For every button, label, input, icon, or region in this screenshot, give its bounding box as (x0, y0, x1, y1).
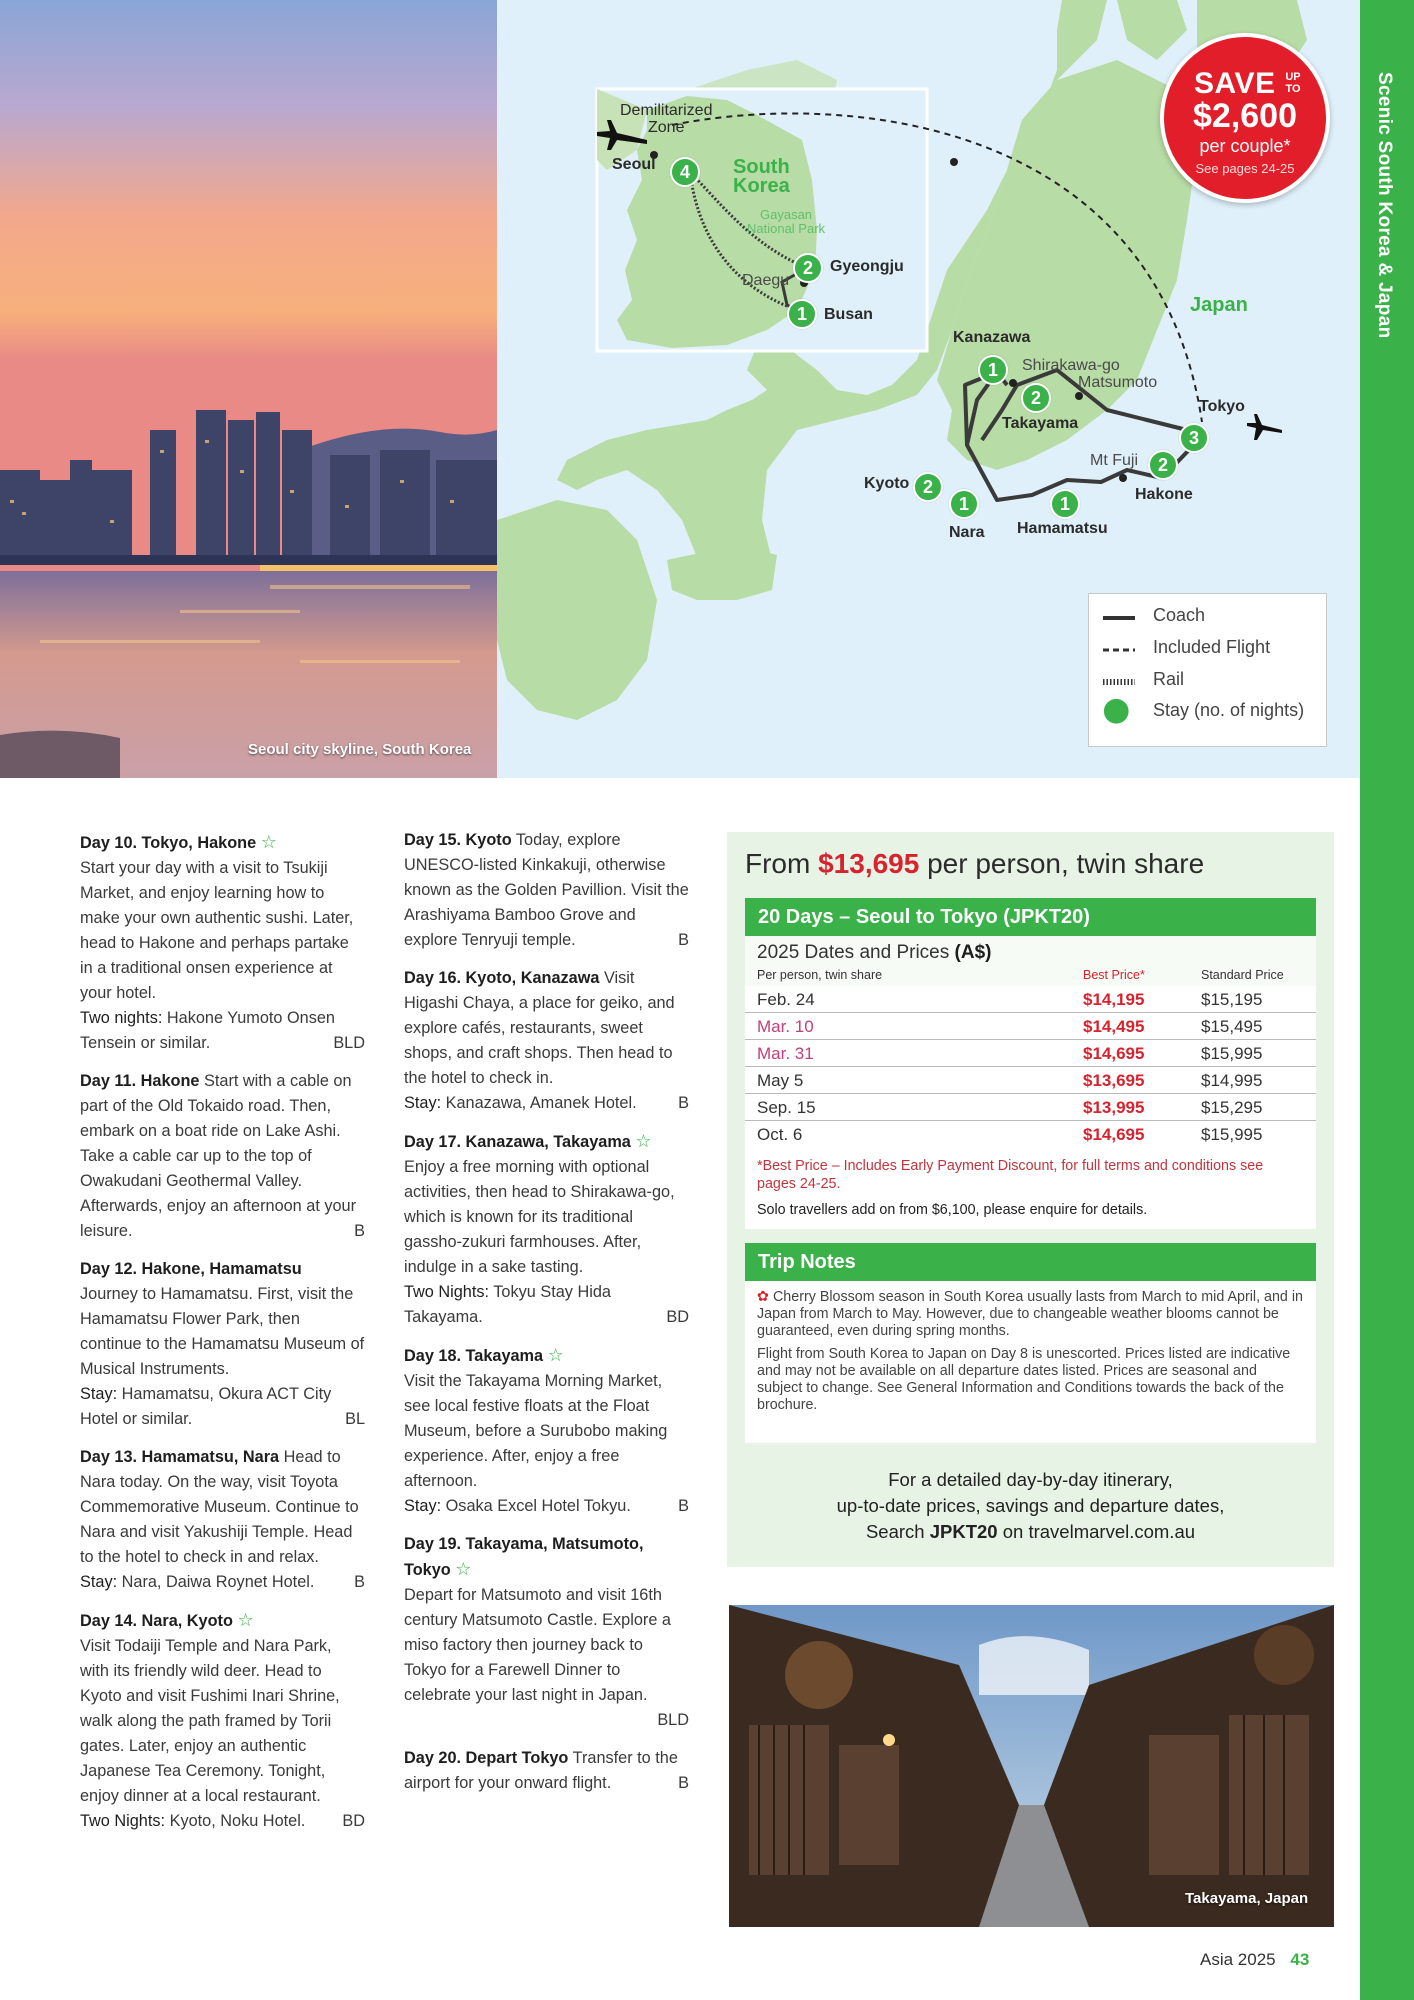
meal-code: B (678, 931, 689, 949)
standard-price: $15,495 (1201, 1017, 1263, 1036)
from-price-headline (745, 848, 1204, 880)
stay-marker-takayama: 2 (1021, 383, 1051, 413)
legend-coach-label: Coach (1153, 605, 1206, 625)
col-header-best-price: Best Price* (1083, 968, 1145, 982)
from-prefix: From (745, 848, 811, 879)
star-icon: ☆ (635, 1131, 652, 1151)
save-per-couple: per couple* (1199, 136, 1291, 156)
map-legend (1088, 593, 1327, 747)
day-text: Start your day with a visit to Tsukiji Market, and enjoy learning how to make your own authentic sushi. Later, head to Hakone and perhaps partake in a traditional onsen experience at your hotel. (80, 859, 354, 1002)
standard-price: $14,995 (1201, 1071, 1263, 1090)
map-label-seoul: Seoul (612, 156, 656, 173)
save-badge (1160, 33, 1330, 203)
from-amount: $13,695 (818, 848, 920, 879)
best-price: $14,195 (1083, 990, 1145, 1009)
itinerary-day-18 (404, 1343, 689, 1519)
meal-code: B (678, 1497, 689, 1515)
flight-dash-icon (1103, 640, 1137, 660)
itinerary-day-17 (404, 1129, 689, 1330)
standard-price: $15,995 (1201, 1125, 1263, 1144)
day-title: Day 18. Takayama (404, 1347, 544, 1365)
itinerary-column-2 (404, 828, 689, 1809)
itinerary-day-11 (80, 1069, 365, 1244)
dates-row (745, 1013, 1316, 1040)
map-label-hamamatsu: Hamamatsu (1017, 520, 1108, 537)
map-label-hakone: Hakone (1135, 486, 1193, 503)
stay-label: Stay: (404, 1497, 442, 1515)
day-title: Day 16. Kyoto, Kanazawa (404, 969, 600, 987)
save-amount: $2,600 (1193, 97, 1297, 135)
legend-flight-label: Included Flight (1153, 637, 1271, 657)
map-label-kyoto: Kyoto (864, 475, 910, 492)
itinerary-day-16 (404, 966, 689, 1116)
map-label-matsumoto: Matsumoto (1078, 374, 1158, 391)
meal-code: B (678, 1094, 689, 1112)
dates-title-text: 2025 Dates and Prices (757, 942, 950, 963)
meal-code: B (678, 1774, 689, 1792)
itinerary-day-15 (404, 828, 689, 953)
dates-row (745, 986, 1316, 1013)
day-title: Day 17. Kanazawa, Takayama (404, 1133, 631, 1151)
star-icon: ☆ (237, 1610, 254, 1630)
day-text: Journey to Hamamatsu. First, visit the Hamamatsu Flower Park, then continue to the Hamamatsu Museum of Musical Instruments. (80, 1285, 365, 1378)
map-label-kanazawa: Kanazawa (953, 329, 1031, 346)
itinerary-day-20 (404, 1746, 689, 1796)
stay-marker-nara: 1 (949, 489, 979, 519)
day-title: Day 19. Takayama, Matsumoto, Tokyo (404, 1535, 644, 1579)
dates-title (757, 942, 991, 964)
day-text: Head to Nara today. On the way, visit Toyota Commemorative Museum. Continue to Nara and visit Yakushiji Temple. Head to the hotel to check in and relax. (80, 1448, 359, 1566)
itinerary-day-12 (80, 1257, 365, 1432)
stay-label: Two Nights: (80, 1812, 166, 1830)
stay-label: Two Nights: (404, 1283, 490, 1301)
coach-line-icon (1103, 608, 1137, 628)
cta-line-3 (745, 1519, 1316, 1545)
day-title: Day 10. Tokyo, Hakone (80, 834, 257, 852)
map-label-busan: Busan (824, 306, 873, 323)
trip-note-2: Flight from South Korea to Japan on Day 8 is unescorted. Prices listed are indicative and may not be available on all departure dates listed. Prices are seasonal and subject to change. See General Information and Conditions towards the back of the brochure. (757, 1346, 1291, 1413)
best-price-footnote: *Best Price – Includes Early Payment Discount, for full terms and conditions see pages 24-25. (757, 1158, 1264, 1192)
star-icon: ☆ (547, 1345, 564, 1365)
save-see-pages: See pages 24-25 (1195, 161, 1295, 176)
col-header-standard-price: Standard Price (1201, 968, 1284, 982)
stay-label: Stay: (80, 1385, 118, 1403)
dates-prices-box (745, 936, 1316, 1147)
best-price: $14,695 (1083, 1044, 1145, 1063)
pricing-panel (727, 832, 1334, 1567)
standard-price: $15,195 (1201, 990, 1263, 1009)
day-title: Day 12. Hakone, Hamamatsu (80, 1260, 302, 1278)
meal-code: BLD (333, 1034, 365, 1052)
dates-currency: (A$) (954, 942, 992, 963)
meal-code: BLD (657, 1711, 689, 1729)
standard-price: $15,295 (1201, 1098, 1263, 1117)
legend-rail-label: Rail (1153, 669, 1185, 689)
trip-notes-box (745, 1281, 1316, 1443)
trip-note-1-text: Cherry Blossom season in South Korea usually lasts from March to mid April, and in Japan from March to May. However, due to changeable weather blooms cannot be guaranteed, even during spring months. (757, 1289, 1303, 1339)
day-title: Day 20. Depart Tokyo (404, 1749, 569, 1767)
day-text: Today, explore UNESCO-listed Kinkakuji, otherwise known as the Golden Pavillion. Visit the Arashiyama Bamboo Grove and explore Tenryuji temple. (404, 831, 689, 949)
stay-label: Stay: (404, 1094, 442, 1112)
best-price: $13,995 (1083, 1098, 1145, 1117)
map-label-shirakawa: Shirakawa-go (1022, 357, 1120, 374)
day-title: Day 13. Hamamatsu, Nara (80, 1448, 280, 1466)
stay-label: Stay: (80, 1573, 118, 1591)
map-label-gyeongju: Gyeongju (830, 258, 904, 275)
stay-hotel: Nara, Daiwa Roynet Hotel. (121, 1573, 315, 1591)
cta-tour-code: JPKT20 (929, 1521, 998, 1542)
dates-row (745, 1040, 1316, 1067)
trip-notes-bar: Trip Notes (745, 1243, 1316, 1281)
best-price: $14,495 (1083, 1017, 1145, 1036)
cta-website: on travelmarvel.com.au (1002, 1521, 1196, 1542)
solo-traveller-note: Solo travellers add on from $6,100, please enquire for details. (757, 1202, 1148, 1218)
takayama-photo-caption: Takayama, Japan (1185, 1890, 1309, 1907)
save-word: SAVE (1194, 67, 1276, 100)
cta-line-2: up-to-date prices, savings and departure dates, (836, 1495, 1225, 1516)
stay-hotel: Kanazawa, Amanek Hotel. (445, 1094, 637, 1112)
day-text: Transfer to the airport for your onward flight. (404, 1749, 678, 1792)
stay-marker-gyeongju: 2 (793, 253, 823, 283)
stay-hotel: Hamamatsu, Okura ACT City Hotel or similar. (80, 1385, 332, 1428)
tour-title-bar: 20 Days – Seoul to Tokyo (JPKT20) (745, 898, 1316, 936)
meal-code: B (354, 1573, 365, 1591)
page-footer (1200, 1950, 1309, 1970)
map-label-nara: Nara (949, 524, 985, 541)
day-title: Day 14. Nara, Kyoto (80, 1612, 233, 1630)
footer-section: Asia 2025 (1200, 1950, 1276, 1969)
side-banner-title: Scenic South Korea & Japan (1374, 72, 1395, 339)
legend-stay-label: Stay (no. of nights) (1153, 700, 1305, 720)
best-price: $13,695 (1083, 1071, 1145, 1090)
col-header-per-person: Per person, twin share (757, 968, 883, 982)
stay-marker-busan: 1 (787, 299, 817, 329)
standard-price: $15,995 (1201, 1044, 1263, 1063)
stay-marker-hakone: 2 (1148, 450, 1178, 480)
rail-icon (1103, 672, 1137, 692)
map-label-japan: Japan (1190, 294, 1248, 316)
day-text: Visit Higashi Chaya, a place for geiko, and explore cafés, restaurants, sweet shops, and craft shops. Then head to the hotel to check in. (404, 969, 675, 1087)
departure-date: Feb. 24 (757, 990, 815, 1009)
stay-label: Two nights: (80, 1009, 163, 1027)
dates-row (745, 1067, 1316, 1094)
stay-hotel: Osaka Excel Hotel Tokyu. (445, 1497, 631, 1515)
takayama-street-photo (729, 1605, 1334, 1927)
dates-row (745, 1121, 1316, 1148)
price-footnote (745, 1147, 1316, 1229)
star-icon: ☆ (260, 832, 277, 852)
side-banner (1360, 0, 1414, 2000)
map-label-takayama: Takayama (1002, 415, 1079, 432)
trip-note-1 (757, 1289, 1304, 1340)
meal-code: BD (666, 1308, 689, 1326)
best-price: $14,695 (1083, 1125, 1145, 1144)
star-icon: ☆ (455, 1559, 472, 1579)
day-text: Visit Todaiji Temple and Nara Park, with its friendly wild deer. Head to Kyoto and visit Fushimi Inari Shrine, walk along the path framed by Torii gates. Later, enjoy an authentic Japanese Tea Ceremony. Tonight, enjoy dinner at a local restaurant. (80, 1637, 340, 1805)
meal-code: BD (342, 1812, 365, 1830)
website-cta (745, 1467, 1316, 1545)
map-label-tokyo: Tokyo (1199, 398, 1245, 415)
departure-date: Mar. 10 (757, 1017, 814, 1036)
day-title: Day 11. Hakone (80, 1072, 200, 1090)
map-label-mt-fuji: Mt Fuji (1090, 452, 1138, 469)
map-label-dmz: Demilitarized Zone (620, 102, 713, 136)
itinerary-day-14 (80, 1608, 365, 1834)
stay-hotel: Hakone Yumoto Onsen Tensein or similar. (80, 1009, 335, 1052)
itinerary-day-13 (80, 1445, 365, 1595)
departure-date: Oct. 6 (757, 1125, 803, 1144)
day-text: Visit the Takayama Morning Market, see local festive floats at the Float Museum, before a Surubobo making experience. After, enjoy a free afternoon. (404, 1372, 668, 1490)
day-text: Start with a cable on part of the Old Tokaido road. Then, embark on a boat ride on Lake Ashi. Take a cable car up to the top of Owakudani Geothermal Valley. Afterwards, enjoy an afternoon at your leisure. (80, 1072, 357, 1240)
flower-icon: ✿ (757, 1289, 769, 1305)
day-title: Day 15. Kyoto (404, 831, 512, 849)
stay-hotel: Kyoto, Noku Hotel. (169, 1812, 306, 1830)
itinerary-column-1 (80, 830, 365, 1847)
from-suffix: per person, twin share (927, 848, 1205, 879)
map-label-daegu: Daegu (742, 272, 790, 289)
meal-code: BL (345, 1410, 365, 1428)
seoul-photo-caption: Seoul city skyline, South Korea (248, 741, 472, 758)
stay-marker-kyoto: 2 (913, 472, 943, 502)
map-label-gayasan: Gayasan National Park (747, 207, 826, 236)
day-text: Enjoy a free morning with optional activities, then head to Shirakawa-go, which is known for its traditional gassho-zukuri farmhouses. After, indulge in a sake tasting. (404, 1158, 675, 1276)
itinerary-day-10 (80, 830, 365, 1056)
stay-circle-icon (1103, 698, 1133, 728)
cta-search: Search (865, 1521, 925, 1542)
map-label-south-korea: South Korea (733, 156, 790, 197)
departure-date: Mar. 31 (757, 1044, 814, 1063)
stay-marker-seoul: 4 (670, 157, 700, 187)
dates-table (745, 986, 1316, 1148)
departure-date: Sep. 15 (757, 1098, 816, 1117)
stay-hotel: Tokyu Stay Hida Takayama. (404, 1283, 611, 1326)
stay-marker-tokyo: 3 (1179, 423, 1209, 453)
stay-marker-kanazawa: 1 (978, 355, 1008, 385)
seoul-skyline-photo (0, 0, 497, 778)
dates-row (745, 1094, 1316, 1121)
cta-line-1: For a detailed day-by-day itinerary, (888, 1469, 1173, 1490)
save-up-to: UP TO (1285, 71, 1301, 95)
itinerary-day-19 (404, 1532, 689, 1733)
departure-date: May 5 (757, 1071, 804, 1090)
day-text: Depart for Matsumoto and visit 16th century Matsumoto Castle. Explore a miso factory then journey back to Tokyo for a Farewell Dinner to celebrate your last night in Japan. (404, 1586, 671, 1704)
meal-code: B (354, 1222, 365, 1240)
page-number: 43 (1290, 1950, 1310, 1969)
stay-marker-hamamatsu: 1 (1050, 489, 1080, 519)
